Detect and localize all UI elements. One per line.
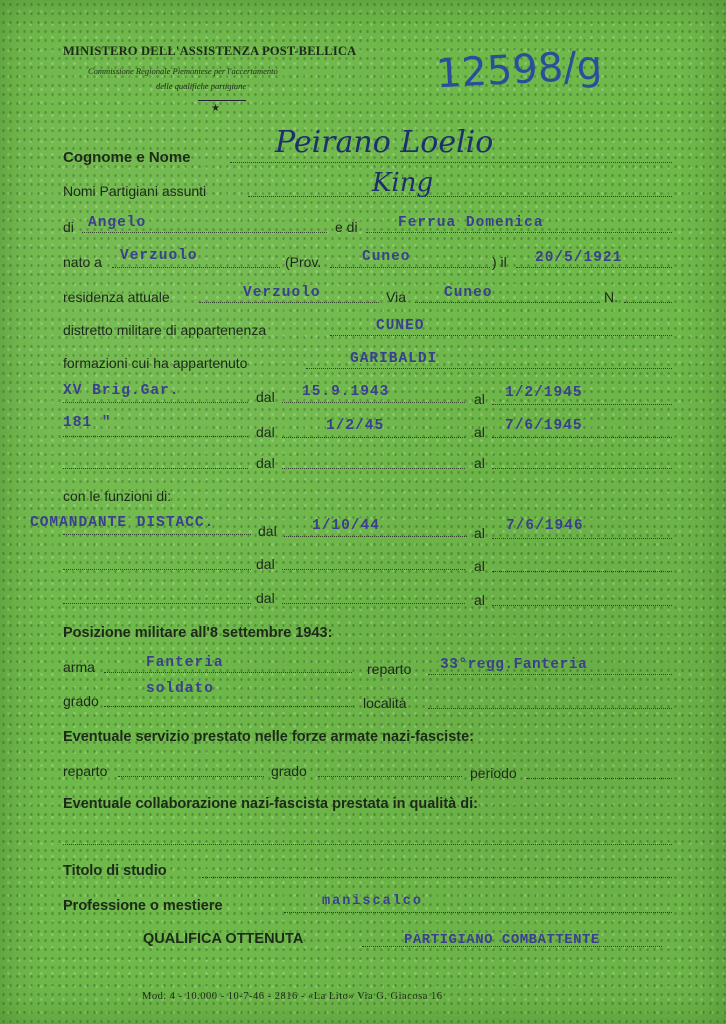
line-grado [104, 706, 354, 707]
line-funzione-al-1 [492, 538, 672, 539]
label-formazioni: formazioni cui ha appartenuto [63, 355, 248, 371]
line-nomi-partigiani [248, 196, 672, 197]
label-dal-2: dal [256, 424, 275, 440]
label-prov: (Prov. [285, 254, 322, 270]
line-al-2 [492, 437, 672, 438]
line-numero [624, 302, 672, 303]
value-funzione: COMANDANTE DISTACC. [30, 515, 215, 531]
line-unita-3 [63, 468, 248, 469]
line-data-nascita [516, 267, 672, 268]
value-al-2: 7/6/1945 [505, 418, 583, 434]
value-via: Cuneo [444, 285, 493, 301]
label-al-2: al [474, 424, 485, 440]
value-unita-1: XV Brig.Gar. [63, 383, 180, 399]
label-reparto: reparto [367, 661, 412, 677]
label-dal-f2: dal [256, 556, 275, 572]
value-luogo-nascita: Verzuolo [120, 248, 198, 264]
line-funzione-al-2 [492, 571, 672, 572]
value-formazione: GARIBALDI [350, 351, 438, 367]
line-funzione-dal-1 [284, 536, 467, 537]
label-residenza: residenza attuale [63, 289, 170, 305]
line-dal-3 [282, 468, 465, 469]
line-periodo [526, 778, 672, 779]
line-localita [428, 708, 672, 709]
value-grado: soldato [146, 681, 214, 697]
value-professione: maniscalco [322, 894, 424, 909]
value-dal-2: 1/2/45 [326, 418, 385, 434]
label-nato-a: nato a [63, 254, 102, 270]
line-dal-2 [282, 437, 465, 438]
value-funzione-al: 7/6/1946 [506, 518, 584, 534]
label-collaborazione: Eventuale collaborazione nazi-fascista prestata in qualità di: [63, 796, 478, 812]
line-al-3 [492, 468, 672, 469]
label-qualifica: QUALIFICA OTTENUTA [143, 931, 304, 947]
star-icon: ★ [211, 103, 220, 114]
label-titolo-studio: Titolo di studio [63, 863, 167, 879]
line-al-1 [492, 404, 672, 405]
value-nome: Peirano Loelio [275, 125, 494, 160]
line-nome [230, 162, 672, 163]
label-grado: grado [63, 693, 99, 709]
label-dal-f1: dal [258, 523, 277, 539]
value-arma: Fanteria [146, 655, 224, 671]
line-reparto [428, 674, 672, 675]
label-al-f3: al [474, 592, 485, 608]
label-al-3: al [474, 455, 485, 471]
value-nome-partigiano: King [372, 168, 434, 198]
line-luogo-nascita [112, 267, 280, 268]
label-nomi-partigiani: Nomi Partigiani assunti [63, 183, 207, 199]
label-cognome-nome: Cognome e Nome [63, 149, 191, 166]
label-dal-1: dal [256, 389, 275, 405]
line-residenza [199, 302, 379, 303]
line-funzione-dal-2 [282, 569, 465, 570]
value-funzione-dal: 1/10/44 [312, 518, 380, 534]
value-al-1: 1/2/1945 [505, 385, 583, 401]
label-al-f2: al [474, 558, 485, 574]
label-periodo: periodo [470, 765, 517, 781]
line-via [415, 302, 600, 303]
header-rule [198, 100, 246, 101]
label-distretto: distretto militare di appartenenza [63, 322, 267, 338]
label-professione: Professione o mestiere [63, 898, 223, 914]
label-n: N. [604, 289, 618, 305]
label-al-1: al [474, 391, 485, 407]
line-padre [82, 232, 327, 233]
value-reparto: 33°regg.Fanteria [440, 657, 588, 673]
line-funzione-1 [63, 534, 251, 535]
label-dal-3: dal [256, 455, 275, 471]
line-arma [104, 672, 352, 673]
label-funzioni: con le funzioni di: [63, 488, 172, 504]
line-funzione-2 [63, 569, 251, 570]
ministry-title: MINISTERO DELL'ASSISTENZA POST-BELLICA [63, 44, 357, 58]
line-collaborazione [63, 844, 672, 845]
label-localita: località [363, 695, 407, 711]
value-unita-2: 181 " [63, 415, 112, 431]
line-unita-2 [63, 436, 248, 437]
label-reparto-servizio: reparto [63, 763, 108, 779]
line-distretto [330, 335, 672, 336]
label-arma: arma [63, 659, 95, 675]
line-reparto-servizio [118, 776, 264, 777]
label-via: Via [386, 289, 406, 305]
line-funzione-dal-3 [282, 603, 465, 604]
line-madre [366, 232, 672, 233]
line-formazioni [306, 368, 672, 369]
label-posizione: Posizione militare all'8 settembre 1943: [63, 625, 333, 641]
value-provincia: Cuneo [362, 249, 411, 265]
line-funzione-al-3 [492, 605, 672, 606]
value-distretto: CUNEO [376, 318, 425, 334]
label-il: ) il [492, 254, 507, 270]
line-titolo-studio [202, 877, 672, 878]
value-data-nascita: 20/5/1921 [535, 250, 623, 266]
label-di: di [63, 219, 74, 235]
value-dal-1: 15.9.1943 [302, 384, 390, 400]
value-qualifica: PARTIGIANO COMBATTENTE [404, 932, 600, 948]
line-unita-1 [63, 402, 248, 403]
label-dal-f3: dal [256, 590, 275, 606]
line-grado-servizio [318, 776, 462, 777]
commission-line-2: delle qualifiche partigiane [156, 81, 247, 91]
label-al-f1: al [474, 525, 485, 541]
value-residenza: Verzuolo [243, 285, 321, 301]
label-e-di: e di [335, 219, 358, 235]
line-dal-1 [282, 402, 465, 403]
label-grado-servizio: grado [271, 763, 307, 779]
line-provincia [330, 267, 490, 268]
label-servizio: Eventuale servizio prestato nelle forze armate nazi-fasciste: [63, 729, 474, 745]
line-professione [284, 912, 672, 913]
file-number: 12598/g [434, 42, 604, 98]
print-footer: Mod. 4 - 10.000 - 10-7-46 - 2816 - «La Lito» Via G. Giacosa 16 [142, 991, 443, 1002]
commission-line-1: Commissione Regionale Piemontese per l'accertamento [88, 66, 278, 76]
value-madre: Ferrua Domenica [398, 215, 544, 231]
value-padre: Angelo [88, 215, 147, 231]
line-funzione-3 [63, 603, 251, 604]
